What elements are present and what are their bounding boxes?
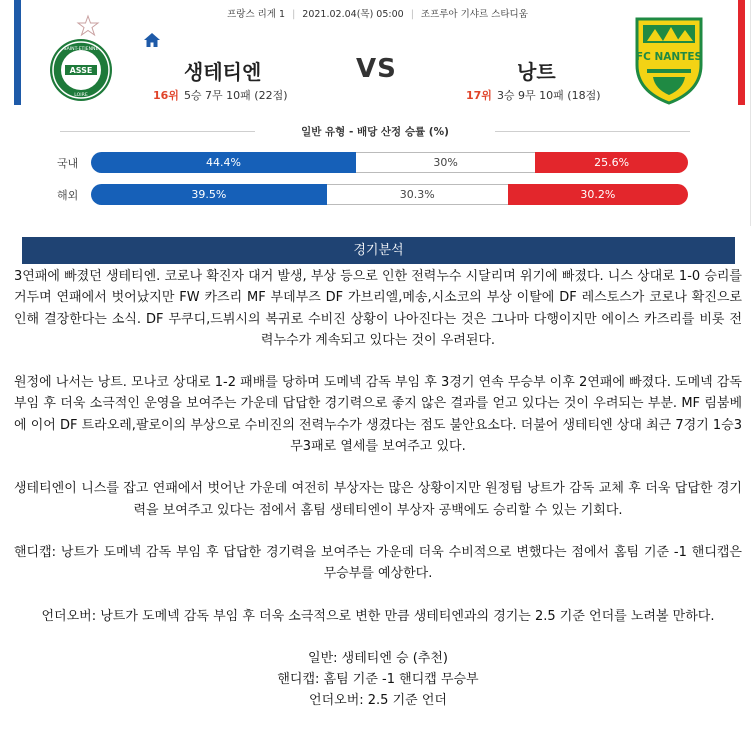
away-team-logo — [633, 15, 705, 105]
analysis-paragraph: 원정에 나서는 낭트. 모나코 상대로 1-2 패배를 당하며 도메넥 감독 부임 후 3경기 연속 무승부 이후 2연패에 빠졌다. 도메넥 감독 부임 후 더욱 소극적인 운영을 보여주는 가운데 답답한 경기력으로 좋지 않은 결과를 얻고 있다는 것이 우려되는 부분. MF 림붐베에 이어 DF 트라오레,팔로이의 부상으로 수비진의 전력누수가 생겼다는 점도 불안요소다. 더불어 생테티엔 상대 최근 7경기 1승3무3패로 열세를 보여주고 있다. — [14, 375, 742, 455]
away-rank: 17위 — [466, 89, 492, 102]
loss-segment: 30.2% — [508, 184, 688, 205]
win-segment: 44.4% — [91, 152, 356, 173]
loss-segment: 25.6% — [535, 152, 688, 173]
analysis-paragraph: 핸디캡: 낭트가 도메넥 감독 부임 후 답답한 경기력을 보여주는 가운데 더욱 수비적으로 변했다는 점에서 홈팀 기준 -1 핸디캡은 무승부를 예상한다. — [14, 544, 742, 582]
home-record-text: 5승 7무 10패 (22점) — [183, 89, 288, 102]
summary-line: 언더오버: 2.5 기준 언더 — [309, 692, 447, 708]
summary-line: 핸디캡: 홈팀 기준 -1 핸디캡 무승부 — [277, 671, 479, 687]
match-datetime: 2021.02.04(목) 05:00 — [302, 9, 404, 20]
home-record — [153, 87, 288, 103]
match-venue: 조프루아 기샤르 스타디움 — [420, 9, 528, 20]
odds-section-header — [60, 124, 690, 138]
home-team-name[interactable]: 생테티엔 — [184, 60, 262, 84]
analysis-title: 경기분석 — [22, 237, 735, 264]
match-meta: 프랑스 리게 1 | 2021.02.04(목) 05:00 | 조프루아 기샤르 스타디움 — [0, 6, 755, 20]
vs-label: VS — [356, 54, 397, 84]
win-segment: 39.5% — [91, 184, 327, 205]
away-logo-text: FC NANTES — [635, 51, 703, 63]
home-logo-top-text: SAINT-ETIENNE — [63, 47, 99, 52]
odds-row-label: 해외 — [57, 189, 79, 202]
draw-segment: 30% — [356, 152, 535, 173]
home-logo-bottom-text: LOIRE — [74, 93, 88, 98]
analysis-body — [14, 266, 742, 711]
league-name: 프랑스 리게 1 — [227, 9, 286, 20]
home-team-logo — [48, 14, 114, 110]
analysis-paragraph: 생테티엔이 니스를 잡고 연패에서 벗어난 가운데 여전히 부상자는 많은 상황이지만 원정팀 낭트가 감독 교체 후 더욱 답답한 경기력을 보여주고 있다는 점에서 홈팀 생테티엔이 부상자 공백에도 승리할 수 있는 기회다. — [14, 481, 742, 518]
home-icon[interactable] — [144, 33, 160, 47]
away-record-text: 3승 9무 10패 (18점) — [496, 89, 601, 102]
away-record — [466, 87, 601, 103]
home-logo-mid-text: ASSE — [69, 66, 93, 75]
analysis-paragraph: 언더오버: 낭트가 도메넥 감독 부임 후 더욱 소극적으로 변한 만큼 생테티엔과의 경기는 2.5 기준 언더를 노려볼 만하다. — [41, 608, 715, 624]
odds-row-domestic — [57, 152, 688, 174]
away-team-name[interactable]: 낭트 — [517, 60, 556, 84]
analysis-paragraph: 3연패에 빠졌던 생테티엔. 코로나 확진자 대거 발생, 부상 등으로 인한 전력누수 시달리며 위기에 빠졌다. 니스 상대로 1-0 승리를 거두며 연패에서 벗어났지만 FW 카즈리 MF 부데부즈 DF 가브리엘,메송,시소코의 부상 이탈에 DF 레스토스가 코로나 확진으로 인해 결장한다는 소식. DF 무쿠디,드뷔시의 복귀로 수비진 상황이 나아진다는 것은 그나마 다행이지만 에이스 카즈리를 비롯 전력누수가 계속되고 있다는 것이 우려된다. — [14, 269, 742, 348]
odds-title: 일반 유형 - 배당 산정 승률 (%) — [301, 126, 449, 138]
summary-line: 일반: 생테티엔 승 (추천) — [308, 650, 448, 666]
odds-bar — [91, 184, 688, 205]
draw-segment: 30.3% — [327, 184, 508, 205]
odds-row-overseas — [57, 184, 688, 206]
divider — [495, 131, 690, 132]
home-rank: 16위 — [153, 89, 179, 102]
prediction-summary — [14, 648, 742, 711]
odds-row-label: 국내 — [57, 157, 79, 170]
odds-bar — [91, 152, 688, 173]
